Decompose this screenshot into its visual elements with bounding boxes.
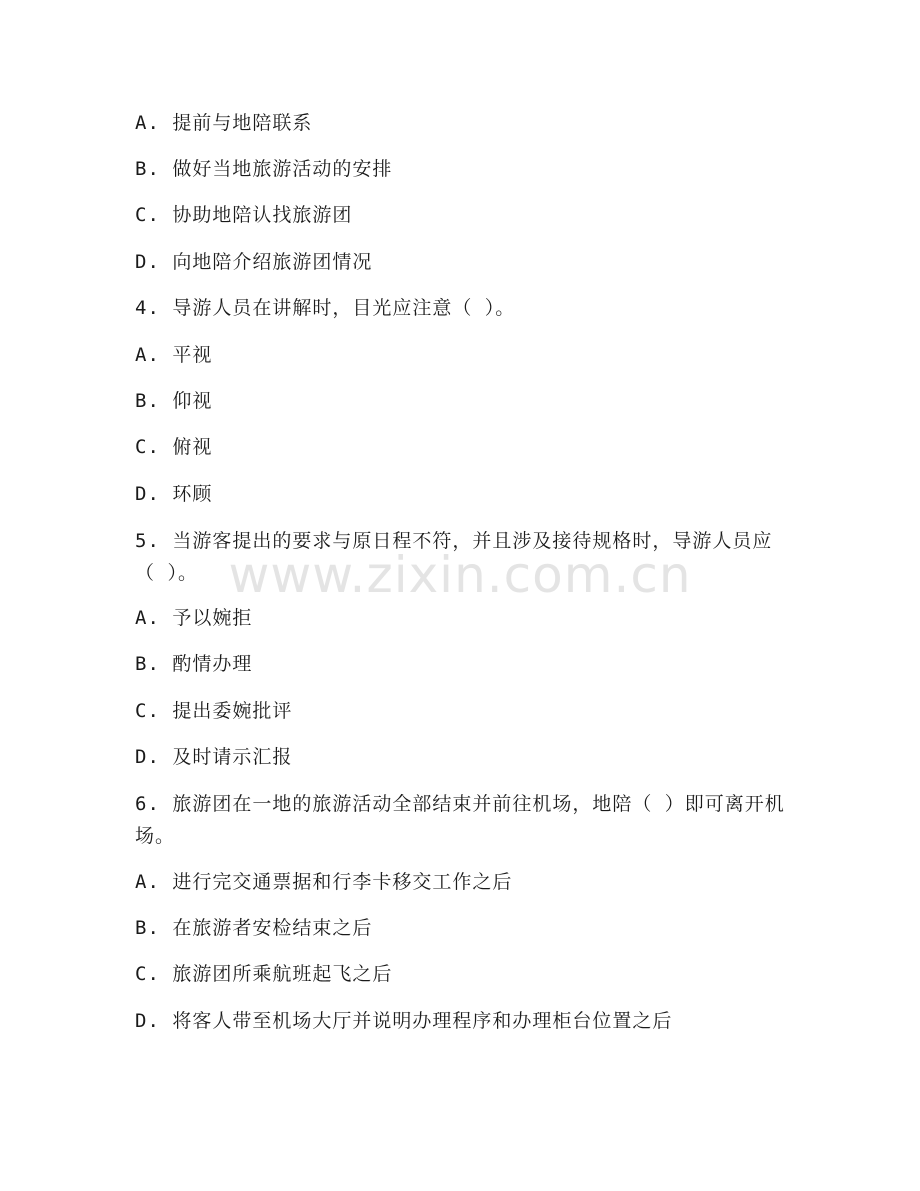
q4-option-d: D. 环顾 <box>135 483 213 505</box>
q3-option-a: A. 提前与地陪联系 <box>135 112 313 134</box>
q3-option-b: B. 做好当地旅游活动的安排 <box>135 158 393 180</box>
q5-question: 5. 当游客提出的要求与原日程不符，并且涉及接待规格时，导游人员应（ ）。 <box>135 530 773 584</box>
q3-option-d: D. 向地陪介绍旅游团情况 <box>135 251 373 273</box>
q6-option-c: C. 旅游团所乘航班起飞之后 <box>135 963 393 985</box>
q6-option-a: A. 进行完交通票据和行李卡移交工作之后 <box>135 871 513 893</box>
q6-option-b: B. 在旅游者安检结束之后 <box>135 917 373 939</box>
q5-option-d: D. 及时请示汇报 <box>135 746 293 768</box>
q3-option-c: C. 协助地陪认找旅游团 <box>135 204 353 226</box>
q6-option-d: D. 将客人带至机场大厅并说明办理程序和办理柜台位置之后 <box>135 1010 673 1032</box>
q4-option-a: A. 平视 <box>135 344 213 366</box>
q4-option-c: C. 俯视 <box>135 436 213 458</box>
q4-option-b: B. 仰视 <box>135 390 213 412</box>
q5-option-b: B. 酌情办理 <box>135 653 253 675</box>
watermark: www.zixin.com.cn <box>228 546 692 604</box>
q6-question: 6. 旅游团在一地的旅游活动全部结束并前往机场，地陪（ ）即可离开机场。 <box>135 793 785 847</box>
q5-option-c: C. 提出委婉批评 <box>135 700 293 722</box>
q4-question: 4. 导游人员在讲解时，目光应注意（ ）。 <box>135 297 516 319</box>
q5-option-a: A. 予以婉拒 <box>135 607 253 629</box>
